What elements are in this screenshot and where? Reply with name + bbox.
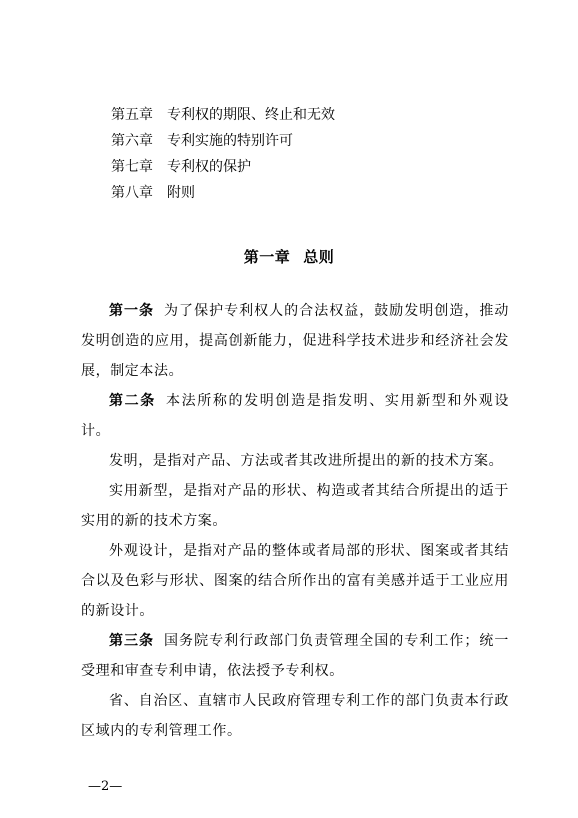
toc-chapter-number: 第八章 (111, 185, 153, 201)
toc-chapter-title: 专利权的保护 (167, 159, 251, 175)
article-text: 国务院专利行政部门负责管理全国的专利工作；统一受理和审查专利申请，依法授予专利权。 (81, 633, 509, 679)
chapter-number: 第一章 (243, 248, 291, 266)
table-of-contents (111, 107, 335, 211)
article-label: 第三条 (109, 633, 155, 649)
article-2-paragraph: 实用新型，是指对产品的形状、构造或者其结合所提出的适于实用的新的技术方案。 (81, 483, 509, 529)
article-text: 本法所称的发明创造是指发明、实用新型和外观设计。 (81, 393, 509, 439)
article-2 (81, 386, 509, 446)
toc-chapter-title: 附则 (167, 185, 195, 201)
document-body (81, 296, 509, 746)
toc-chapter-number: 第七章 (111, 159, 153, 175)
article-label: 第二条 (109, 393, 156, 409)
article-3-paragraph: 省、自治区、直辖市人民政府管理专利工作的部门负责本行政区域内的专利管理工作。 (81, 693, 509, 739)
article-2-paragraph: 外观设计，是指对产品的整体或者局部的形状、图案或者其结合以及色彩与形状、图案的结合所作出的富有美感并适于工业应用的新设计。 (81, 543, 509, 619)
toc-item-ch8 (111, 185, 335, 211)
article-2-paragraph: 发明，是指对产品、方法或者其改进所提出的新的技术方案。 (109, 453, 504, 469)
article-1 (81, 296, 509, 386)
article-text: 为了保护专利权人的合法权益，鼓励发明创造，推动发明创造的应用，提高创新能力，促进科学技术进步和经济社会发展，制定本法。 (81, 303, 509, 379)
toc-item-ch5 (111, 107, 335, 133)
toc-chapter-title: 专利权的期限、终止和无效 (167, 107, 335, 123)
toc-item-ch6 (111, 133, 335, 159)
toc-item-ch7 (111, 159, 335, 185)
article-label: 第一条 (109, 303, 155, 319)
chapter-heading (0, 248, 578, 266)
page-number: —2— (88, 779, 123, 794)
chapter-title: 总则 (303, 248, 335, 266)
article-3 (81, 626, 509, 686)
toc-chapter-number: 第六章 (111, 133, 153, 149)
toc-chapter-title: 专利实施的特别许可 (167, 133, 293, 149)
toc-chapter-number: 第五章 (111, 107, 153, 123)
